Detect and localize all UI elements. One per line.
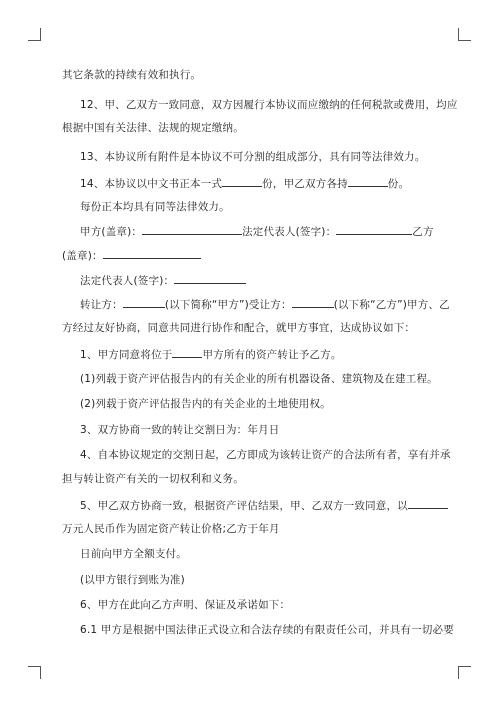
text-segment: (以下简称“甲方”)受让方： — [164, 299, 292, 311]
text-segment: 份。 — [387, 178, 410, 190]
paragraph-line: 6、甲方在此向乙方声明、保证及承诺如下： — [80, 599, 291, 611]
paragraph-line: 6.1 甲方是根据中国法律正式设立和合法存续的有限责任公司，并具有一切必要 — [80, 624, 454, 636]
text-segment: 甲方(盖章)： — [80, 226, 143, 238]
paragraph-line: 方经过友好协商，同意共同进行协作和配合，就甲方事宜，达成协议如下： — [62, 322, 416, 334]
paragraph-line: 3、双方协商一致的转让交割日为：年月日 — [80, 424, 280, 436]
crop-mark-top-right — [458, 28, 471, 41]
paragraph-line: 4、自本协议规定的交割日起，乙方即成为该转让资产的合法所有者，享有并承 — [80, 449, 451, 461]
paragraph-line — [80, 297, 460, 312]
paragraph-line: 12、甲、乙双方一致同意，双方因履行本协议而应缴纳的任何税款或费用，均应 — [80, 99, 458, 111]
paragraph-line: (2)列载于资产评估报告内的有关企业的土地使用权。 — [80, 398, 331, 410]
text-segment: 14、本协议以中文书正本一式 — [80, 178, 223, 190]
text-segment: 法定代表人(签字)： — [80, 275, 175, 287]
text-segment: 法定代表人(签字)： — [242, 226, 337, 238]
paragraph-line: (1)列载于资产评估报告内的有关企业的所有机器设备、建筑物及在建工程。 — [80, 373, 438, 385]
fill-in-blank — [336, 224, 412, 235]
paragraph-line: 13、本协议所有附件是本协议不可分割的组成部分，具有同等法律效力。 — [80, 151, 426, 163]
paragraph-line: 其它条款的持续有效和执行。 — [62, 69, 202, 81]
text-segment: 乙方 — [412, 226, 434, 238]
fill-in-blank — [348, 176, 388, 187]
text-segment: (以下称“乙方”)甲方、乙 — [333, 299, 450, 311]
text-segment: (盖章)： — [62, 250, 103, 262]
crop-mark-top-left — [28, 28, 41, 41]
fill-in-blank — [222, 176, 262, 187]
fill-in-blank — [408, 498, 448, 509]
fill-in-blank — [142, 224, 242, 235]
paragraph-line: 日前向甲方全额支付。 — [80, 548, 187, 560]
signature-line — [80, 273, 460, 288]
paragraph-line: 根据中国有关法律、法规的规定缴纳。 — [62, 122, 244, 134]
paragraph-line: 万元人民币作为固定资产转让价格;乙方于年月 — [62, 523, 280, 535]
paragraph-line: (以甲方银行到账为准) — [80, 574, 185, 586]
crop-mark-bottom-right — [458, 666, 471, 679]
paragraph-line — [80, 498, 460, 513]
paragraph-line: 担与转让资产有关的一切权利和义务。 — [62, 473, 244, 485]
text-segment: 甲方所有的资产转让予乙方。 — [202, 349, 342, 361]
signature-line — [80, 224, 460, 239]
text-segment: 5、甲乙双方协商一致，根据资产评估结果，甲、乙双方一致同意，以 — [80, 500, 408, 512]
paragraph-line: 每份正本均具有同等法律效力。 — [80, 201, 230, 213]
fill-in-blank — [172, 347, 202, 358]
paragraph-line — [80, 347, 460, 362]
text-segment: 份，甲乙双方各持 — [262, 178, 348, 190]
text-segment: 1、甲方同意将位于 — [80, 349, 173, 361]
fill-in-blank — [174, 273, 246, 284]
text-segment: 转让方： — [80, 299, 123, 311]
fill-in-blank — [123, 297, 165, 308]
paragraph-line — [80, 176, 460, 191]
fill-in-blank — [292, 297, 334, 308]
fill-in-blank — [103, 248, 201, 259]
crop-mark-bottom-left — [28, 666, 41, 679]
signature-line — [62, 248, 442, 263]
